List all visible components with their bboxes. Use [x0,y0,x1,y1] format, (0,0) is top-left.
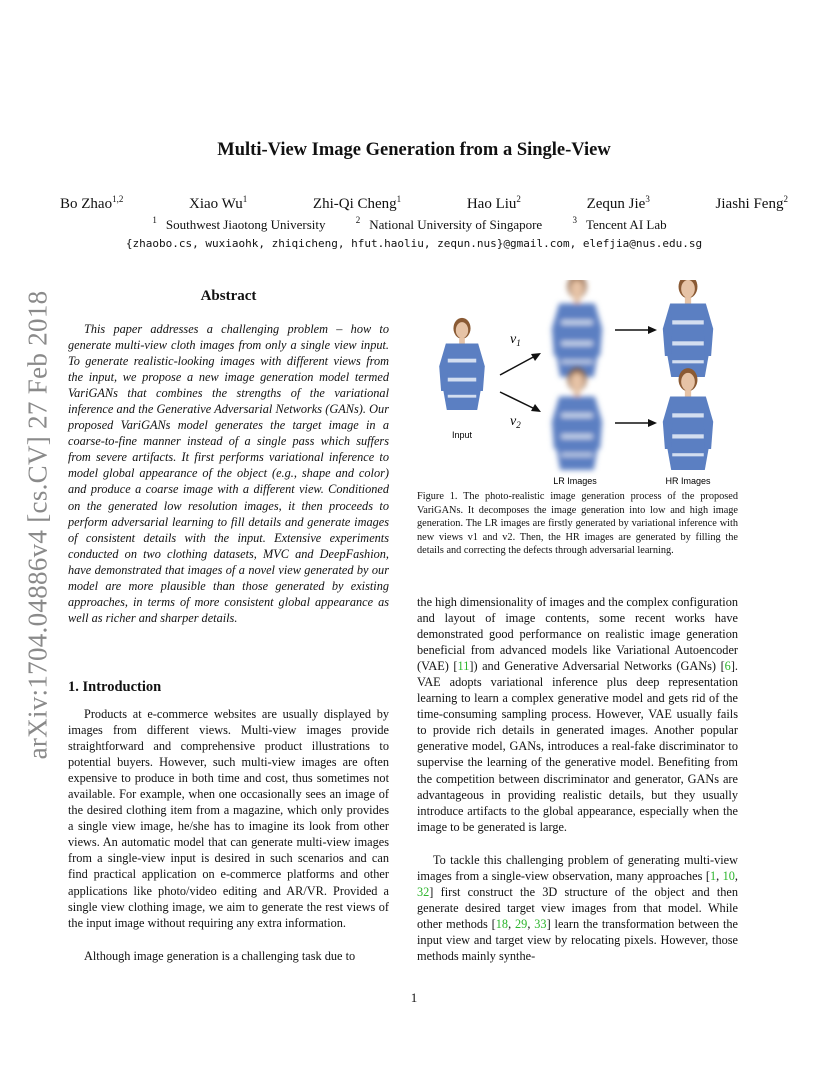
author-list [60,196,788,213]
author: Zequn Jie$^3$ [586,194,650,212]
affiliation: $^2$ National University of Singapore [355,215,543,232]
citation-link[interactable]: 6 [724,659,731,674]
citation-link[interactable]: 32 [417,885,430,900]
arrow-input-to-lr-v1 [500,355,537,375]
author-emails: {zhaobo.cs, wuxiaohk, zhiqicheng, hfut.haoliu, zequn.nus}@gmail.com, elefjia@nus.edu.sg [125,237,703,250]
abstract-text: This paper addresses a challenging problem – how to generate multi-view cloth images from only a single view input. To generate realistic-looking images with different views from the input, we propose a new image generation model termed VariGANs that combines the strengths of the variational inference and the Generative Adversarial Networks (GANs). Our proposed VariGANs model generates the target image in a coarse-to-fine manner instead of a single pass which suffers from severe artifacts. It first performs variational inference to model global appearance of the object (e.g., shape and color) and produce a coarse image with a different view. Conditioned on the generated low resolution images, it then proceeds to perform adversarial learning to fill details and generate images of consistent details with the input. Extensive experiments conducted on two clothing datasets, MVC and DeepFashion, have demonstrated that images of a novel view generated by our model are more plausible than those generated by existing approaches, in terms of more consistent global appearance as well as richer and sharper details. [68,322,389,625]
introduction-paragraph: Although image generation is a challenging task due to [84,949,356,963]
citation-link[interactable]: 11 [457,659,470,674]
citation-link[interactable]: 29 [515,917,528,932]
paper-title: Multi-View Image Generation from a Single-View [217,140,611,160]
affiliation: $^1$ Southwest Jiaotong University [152,215,326,232]
hr-images-label: HR Images [665,476,711,486]
author: Hao Liu$^2$ [466,194,521,212]
introduction-heading: 1. Introduction [68,679,162,695]
introduction-paragraph: Products at e-commerce websites are usually displayed by images from different views. Multi-view images provide straightforward and comprehensive product illustrations to potential buyers. However, such multi-view images are often expensive to produce in both time and cost, thus sometimes not available. For example, when one occasionally sees an image of the desired clothing item from a magazine, which only provides a single view image, he/she has to imagine its look from other views. An automatic model that can generate multi-view images from a single-view input is desired in such scenarios and can find practical application on e-commerce platforms and other applications like photo/video editing and AR/VR. Provided a single view clothing image, we aim to generate the rest views of the input image without requiring any extra information. [68,707,389,930]
arxiv-id-text: arXiv:1704.04886v4 [cs.CV] 27 Feb 2018 [22,290,53,760]
hr-image-v2 [663,368,713,470]
citation-link[interactable]: 10 [722,869,735,884]
input-label: Input [451,430,473,440]
body-paragraph: the high dimensionality of images and the complex configuration and layout of image contents, some recent works have demonstrated good performance on realistic image generation beneficial from advanced models like Variational Autoencoder (VAE) [11]) and Generative Adversarial Networks (GANs) [6]. VAE adopts variational inference plus deep representation learning to learn a complex generative model and gets rid of the time-consuming sampling process. However, VAE usually fails to provide rich details in generated images. Another popular generative model, GANs, introduces a real-fake discriminator to supervise the learning of the generative model. Benefiting from the competition between discriminator and generator, GANs are advantageous in providing realistic details, but they usually introduce artifacts to the global appearance, especially when the image to be generated is large. [417,595,739,834]
author: Jiashi Feng$^2$ [715,194,788,212]
view-label-v1: $v_1$ [510,332,521,348]
citation-link[interactable]: 33 [534,917,547,932]
citation-link[interactable]: 18 [495,917,509,932]
arrow-head-icon [648,419,657,427]
lr-images-label: LR Images [553,476,597,486]
figure-1 [417,280,738,490]
lr-image-v1 [552,280,602,377]
arrow-head-icon [648,326,657,334]
hr-image-v1 [663,280,713,377]
page-number: 1 [410,990,418,1005]
citation-link[interactable]: 1 [709,869,717,884]
body-paragraph: To tackle this challenging problem of generating multi-view images from a single-view observation, many approaches [1, 10, 32] first construct the 3D structure of the object and then generate desired target view images from that model. While other methods [18, 29, 33] learn the transformation between the input view and target view by relocating pixels. However, those methods mainly synthe- [417,853,739,964]
figure-1-caption: Figure 1. The photo-realistic image generation process of the proposed VariGANs. It decomposes the image generation into low and high image generation. The LR images are firstly generated by variational inference with new views v1 and v2. Then, the HR images are generated by filling the details and correcting the defects through adversarial learning. [417,491,738,557]
author: Zhi-Qi Cheng$^1$ [312,194,402,212]
author: Xiao Wu$^1$ [189,194,248,212]
author: Bo Zhao$^{1,2}$ [60,194,124,212]
figure-1-graphic [417,280,738,490]
affiliation: $^3$ Tencent AI Lab [572,215,667,232]
affiliation-list [0,217,828,233]
input-model-image [439,318,485,410]
arrow-input-to-lr-v2 [500,392,537,410]
lr-image-v2 [552,368,602,470]
abstract-heading: Abstract [200,288,257,304]
view-label-v2: $v_2$ [510,414,521,430]
